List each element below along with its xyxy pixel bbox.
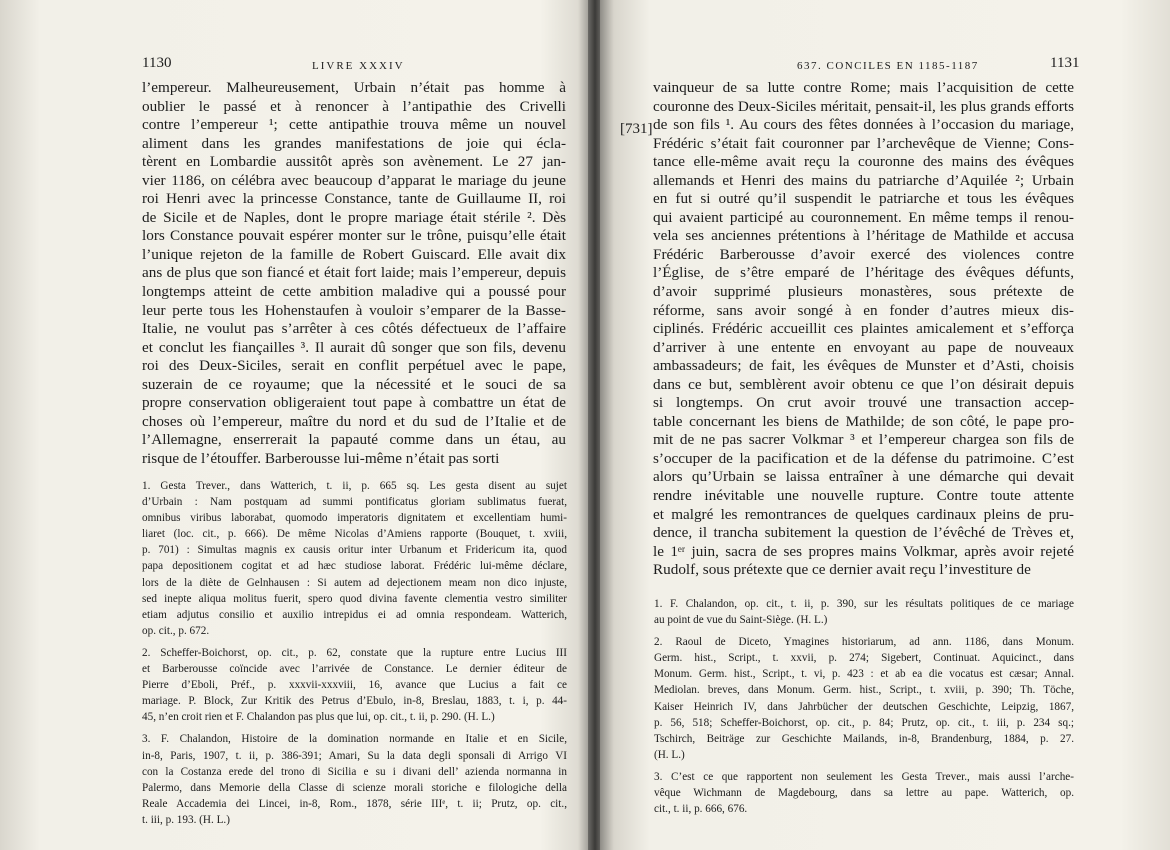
body-line: l’Église, de s’être emparé de l’héritage des évêques défunts, [653,264,1074,282]
body-line: l’unique rejeton de la famille de Robert Guiscard. Elle avait dix [142,245,566,263]
footnote-line: lors de la diète de Gelnhausen : Si autem ad dejectionem meam non dico injuste, [142,576,567,589]
left-page-number: 1130 [142,55,172,71]
left-running-head: LIVRE XXXIV [312,60,405,72]
body-line: l’Allemagne, enserrerait la papauté comme dans un étau, au [142,431,566,449]
body-line: couronne des Deux-Siciles méritait, pensait-il, les plus grands efforts [653,97,1074,115]
footnote-line: et Barberousse coïncide avec l’arrivée de Constance. Le dernier éditeur de [142,663,567,676]
footnote-line: Tschirch, Beiträge zur Geschichte Mailands, in-8, Brandenburg, 1884, p. 27. [654,732,1074,745]
footnote-line: 1. Gesta Trever., dans Watterich, t. ii, p. 665 sq. Les gesta disent au sujet [142,480,567,492]
body-line: table concernant les biens de Mathilde; de son côté, le pape pro- [653,412,1074,430]
footnote-line: op. cit., p. 672. [142,624,210,637]
body-line: roi Henri avec la princesse Constance, tante de Guillaume II, roi [142,190,566,208]
footnote-line: papa depositionem cogitat et ad hæc studiose laborat. Frédéric lui-même déclare, [142,560,567,573]
body-line: contre l’empereur ¹; cette antipathie trouva même un nouvel [142,116,566,134]
body-line: vela ses anciennes prétentions à l’héritage de Mathilde et accusa [653,227,1074,245]
footnote-line: 2. Raoul de Diceto, Ymagines historiarum, ad ann. 1186, dans Monum. [654,636,1074,649]
footnote-line: etiam adjutus consilio et auxilio intrepidus ei ad omnia respondeam. Watterich, [142,608,567,621]
body-line: réforme, sans avoir songé à en fonder d’autres mieux dis- [653,301,1074,319]
body-line: en fut si outré qu’il suspendit le patriarche et tous les évêques [653,190,1074,208]
body-line: alors qu’Urbain se laissa entraîner à une démarche qui devait [653,468,1074,486]
margin-reference-number: [731] [620,121,653,137]
footnote-line: vêque Wichmann de Magdebourg, dans sa lettre au pape. Watterich, op. [654,787,1074,800]
body-line: s’occuper de la pacification et de la défense du patrimoine. C’est [653,449,1074,467]
body-line: ambassadeurs; de fait, les évêques de Munster et d’Asti, choisis [653,357,1074,375]
body-line: leur perte tous les Hohenstaufen à vouloir s’emparer de la Basse- [142,301,566,319]
footnote-line: Reale Accademia dei Lincei, in-8, Rom., 1878, série IIIᵉ, t. ii; Prutz, op. cit., [142,797,567,810]
footnote-line: (H. L.) [654,748,685,761]
body-line: vainqueur de sa lutte contre Rome; mais l’acquisition de cette [653,79,1074,96]
right-running-head: 637. CONCILES EN 1185-1187 [797,60,979,72]
body-line: choses où l’empereur, maître du nord et du sud de l’Italie et de [142,412,566,430]
body-line: tèrent en Lombardie aussitôt après son avènement. Le 27 jan- [142,153,566,171]
body-line: et conclut les fiançailles ³. Il aurait dû songer que son fils, devenu [142,338,566,356]
footnote-line: sed inepte aliqua molitus fuerit, spero quod divina favente clementia vestro similiter [142,592,567,605]
body-line: allemands et Henri des mains du patriarche d’Aquilée ²; Urbain [653,171,1074,189]
body-line: propre conservation obligeraient tout pape à combattre un état de [142,394,566,412]
body-line: risque de l’étouffer. Barberousse lui-même n’était pas sorti [142,449,500,467]
footnote-line: Monum. Germ. hist., Script., t. vi, p. 423 : et ab ea die vocatus est cæsar; Annal. [654,668,1074,681]
footnote-line: omnibus viribus laborabat, quomodo imperatoris dignitatem et excellentiam humi- [142,512,567,525]
body-line: roi des Deux-Siciles, serait en conflit perpétuel avec le pape, [142,357,566,375]
footnote-line: 3. C’est ce que rapportent non seulement les Gesta Trever., mais aussi l’arche- [654,770,1074,783]
body-line: de Sicile et de Naples, dont le propre mariage était stérile ². Dès [142,208,566,226]
body-line: dans ce but, semblèrent avoir obtenu ce que l’on désirait depuis [653,375,1074,393]
footnote-line: cit., t. ii, p. 666, 676. [654,803,748,816]
footnote-line: mariage. P. Block, Zur Kritik des Petrus d’Ebulo, in-8, Breslau, 1883, t. i, p. 44- [142,695,567,708]
body-line: ciplinés. Frédéric accueillit ces plaintes amicalement et s’efforça [653,320,1074,338]
body-line: d’avoir supprimé plusieurs monastères, sous prétexte de [653,283,1074,301]
body-line: et malgré les remontrances de quelques cardinaux pleins de pru- [653,505,1074,523]
body-line: de son fils ¹. Au cours des fêtes données à l’occasion du mariage, [653,116,1074,134]
footnote-line: t. iii, p. 193. (H. L.) [142,813,230,826]
footnote-line: Palermo, dans Memorie della Classe di scienze morali storiche e filologiche della [142,781,567,794]
body-line: si longtemps. On crut avoir trouvé une transaction accep- [653,394,1074,412]
body-line: Frédéric Barberousse d’avoir exercé des violences contre [653,245,1074,263]
body-line: dence, il trancha subitement la question de l’évêché de Trèves et, [653,524,1074,542]
left-body-text [142,79,566,468]
footnote-line: d’Urbain : Nam postquam ad summi pontificatus gloriam sublimatus fuerat, [142,496,567,509]
body-line: mit de ne pas sacrer Volkmar ³ et l’empereur chargea son fils de [653,431,1074,449]
body-line: ans de plus que son fiancé et était fort laide; mais l’empereur, depuis [142,264,566,282]
body-line: le 1ᵉʳ juin, sacra de ses propres mains Volkmar, après avoir rejeté [653,542,1074,560]
footnote-line: p. 56, 518; Scheffer-Boichorst, op. cit., p. 84; Prutz, op. cit., t. iii, p. 234 sq.; [654,716,1074,729]
right-footnotes [654,596,1074,817]
body-line: Rudolf, sous prétexte que ce dernier avait reçu l’investiture de [653,561,1031,579]
footnote-line: au point de vue du Saint-Siège. (H. L.) [654,614,828,627]
footnote-line: 45, n’en croit rien et F. Chalandon pas plus que lui, op. cit., t. ii, p. 290. (H. L.) [142,711,495,724]
body-line: tance elle-même avait reçu la couronne des mains des évêques [653,153,1074,171]
footnote-line: Pierre d’Eboli, Préf., p. xxxvii-xxxviii, 16, avance que Lucius a fait ce [142,679,567,692]
footnote-line: con la Costanza erede del trono di Sicilia e su i divani dell’ azienda normanna in [142,765,567,778]
footnote-line: Kaiser Heinrich IV, dans Jahrbücher der deutschen Geschichte, Leipzig, 1867, [654,700,1074,713]
footnote-line: 3. F. Chalandon, Histoire de la domination normande en Italie et en Sicile, [142,733,567,746]
footnote-line: Germ. hist., Script., t. xxvii, p. 274; Sigebert, Continuat. Aquicinct., dans [654,652,1074,665]
body-line: rendre inévitable une nouvelle rupture. Contre toute attente [653,487,1074,505]
right-page-number: 1131 [1050,55,1080,71]
footnote-line: liaret (loc. cit., p. 666). De même Nicolas d’Amiens rapporte (Bouquet, t. xviii, [142,528,567,541]
body-line: l’empereur. Malheureusement, Urbain n’était pas homme à [142,79,566,96]
body-line: longtemps atteint de cette ambition maladive qui a poussé pour [142,283,566,301]
footnote-line: 1. F. Chalandon, op. cit., t. ii, p. 390, sur les résultats politiques de ce mariage [654,598,1074,610]
left-footnotes [142,478,567,828]
footnote-line: 2. Scheffer-Boichorst, op. cit., p. 62, constate que la rupture entre Lucius III [142,646,567,659]
footnote-line: p. 701) : Simultas magnis ex causis oritur inter Urbanum et Fridericum ita, quod [142,544,567,557]
footnote-line: in-8, Paris, 1907, t. ii, p. 386-391; Amari, Su la data degli sponsali di Arrigo VI [142,749,567,762]
body-line: qui avaient participé au couronnement. En même temps il renou- [653,208,1074,226]
footnote-line: Mediolan. breves, dans Monum. Germ. hist., Script., t. xviii, p. 390; Th. Töche, [654,684,1074,697]
body-line: suzerain de ce royaume; que la nécessité et le souci de sa [142,375,566,393]
body-line: d’arriver à une entente en envoyant au pape de nouveaux [653,338,1074,356]
body-line: Italie, ne voulut pas s’arrêter à ces côtés défectueux de l’affaire [142,320,566,338]
body-line: oublier le passé et à renoncer à l’antipathie des Crivelli [142,97,566,115]
body-line: aliment dans les grandes manifestations de joie qui écla- [142,134,566,152]
body-line: Frédéric s’était fait couronner par l’archevêque de Vienne; Cons- [653,134,1074,152]
right-page [600,0,1170,850]
body-line: lors Constance pouvait espérer monter sur le trône, puisqu’elle était [142,227,566,245]
body-line: vier 1186, on célébra avec beaucoup d’apparat le mariage du jeune [142,171,566,189]
right-body-text [653,79,1074,580]
